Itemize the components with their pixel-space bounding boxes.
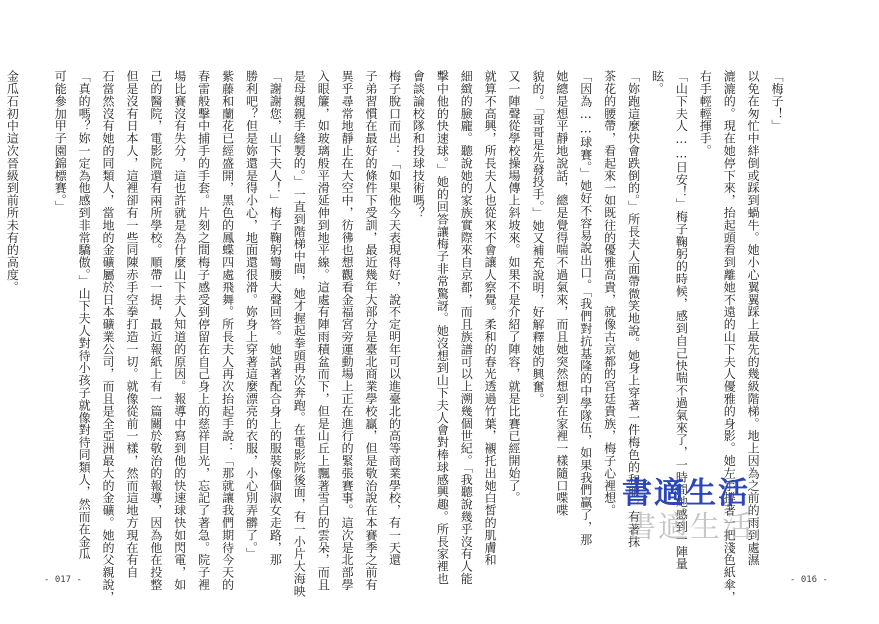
text-line: 可能參加甲子園錦標賽。」 bbox=[53, 70, 68, 213]
text-line: 場比賽沒有失分，這也許就是為什麼山下夫人知道的原因。報導中寫到他的快速球快如閃電，如 bbox=[172, 70, 187, 591]
text-line: 「謝謝您，山下夫人！」梅子鞠躬彎腰大聲回答。她試著配合身上的服裝像個淑女走路，那 bbox=[268, 70, 283, 566]
text-line: 她總是想平靜地說話，總是覺得喘不過氣來，而且她突然想到在家裡一樣隨口喋喋 bbox=[554, 70, 569, 517]
text-line: 細緻的臉龐。聽說她的家族實際來自京都，而且族譜可以上溯幾個世紀。「我聽說幾乎沒有人能 bbox=[459, 70, 474, 585]
text-line: 己的醫院，電影院還有兩所學校。順帶一提，最近報紙上有一篇關於敬治的報導，因為他在投整 bbox=[148, 70, 163, 591]
text-line: 梅子脫口而出：「如果他今天表現得好，說不定明年可以進臺北的高等商業學校，有一天還 bbox=[387, 70, 402, 566]
text-line: 紫藤和蘭花已經盛開，黑色的鳳蝶四處飛舞。所長夫人再次抬起手說：「那就讓我們期待今天的 bbox=[220, 70, 235, 591]
text-line: 右手輕輕揮手。 bbox=[698, 70, 713, 157]
text-line: 漉漉的。現在她停下來，抬起頭看到離她不遠的山下夫人優雅的身影。她左手撐著一把淺色紙傘， bbox=[722, 70, 737, 604]
text-line: 「妳跑這麼快會跌倒的。」所長夫人面帶微笑地說。她身上穿著一件梅色的和服，有著抹 bbox=[626, 70, 641, 548]
text-line: 春雷般擊中捕手的手套。片刻之間梅子感受到停留在自己身上的慈祥目光，忘記了著急。院子裡 bbox=[196, 70, 211, 591]
text-line: 「梅子！」 bbox=[770, 70, 784, 132]
publisher-watermark-logo bbox=[622, 468, 762, 548]
right-page-number: - 016 - bbox=[790, 575, 828, 585]
text-line: 貌的。「哥哥是先發投手。」她又補充說明，好解釋她的興奮。 bbox=[530, 70, 545, 406]
text-line: 石當然沒有她的同類人，當地的金礦屬於日本礦業公司，而且是全亞洲最大的金礦。她的父親說， bbox=[101, 70, 116, 604]
text-line: 勝利吧？但是妳還是得小心，地面還很滑。妳身上穿著這麼漂亮的衣服，小心別弄髒了。」 bbox=[244, 70, 259, 560]
text-line: 「因為……球賽。」她好不容易說出口。「我們對抗基隆的中學隊伍，如果我們贏了，那 bbox=[578, 70, 593, 546]
text-line: 會談論校隊和投球技術嗎？ bbox=[411, 70, 426, 219]
text-line: 就算不高興，所長夫人也從來不會讓人察覺。柔和的春光透過竹葉，襯托出她白皙的肌膚和 bbox=[483, 70, 498, 566]
text-line: 以免在匆忙中絆倒或踩到蝸牛。她小心翼翼踩上最先的幾級階梯。地上因為之前的雨到處濕 bbox=[746, 70, 761, 566]
text-line: 金瓜石初中這次晉級到前所未有的高度。 bbox=[5, 70, 20, 294]
text-line: 子弟習慣在最好的條件下受訓，最近幾年大部分是臺北商業學校贏，但是敬治說在本賽季之前有 bbox=[364, 70, 378, 591]
left-page bbox=[0, 0, 439, 624]
text-line: 是母親親手縫製的。」一直到階梯中間，她才握起拳頭再次奔跑。在電影院後面，有一小片大海映 bbox=[292, 70, 307, 598]
watermark-text: 書適生活 bbox=[622, 476, 750, 511]
watermark-shadow-text: 書適生活 bbox=[626, 510, 754, 545]
text-line: 茶花的腰帶，看起來一如既往的優雅高貴，就像古京都的宮廷貴族，梅子心裡想。 bbox=[602, 70, 617, 517]
text-line: 「山下夫人……日安！」梅子鞠躬的時候，感到自己快喘不過氣來了，一時間她感到一陣量 bbox=[674, 70, 689, 570]
text-line: 入眼簾，如玻璃般平滑延伸到地平線。這處有陣雨積盆而下，但是山丘上飄著雪白的雲朵，而且 bbox=[316, 70, 331, 591]
text-line: 異乎尋常地靜止在大空中，彷彿也想觀看金福宮旁運動場上正在進行的緊張賽事。這次是北部學 bbox=[340, 70, 355, 591]
text-line: 又一陣聲從學校操場傳上斜坡來。如果不是介紹了陣容，就是比賽已經開始了。 bbox=[507, 70, 522, 504]
text-line: 但是沒有日本人，這裡卻有一些同陳赤手空拳打造一切。就像從前一樣，然而這地方現在有自 bbox=[124, 70, 139, 579]
text-line: 眩。 bbox=[650, 70, 665, 95]
text-line: 「真的嗎？妳一定為他感到非常驕傲。」山下夫人對待小孩子就像對待同類人，然而在金瓜 bbox=[77, 70, 92, 560]
left-page-number: - 017 - bbox=[44, 575, 82, 585]
text-line: 擊中他的快速球。」她的回答讓梅子非常驚訝。她沒想到山下夫人會對棒球感興趣。所長家裡也 bbox=[435, 70, 450, 585]
text-line bbox=[23, 70, 47, 540]
